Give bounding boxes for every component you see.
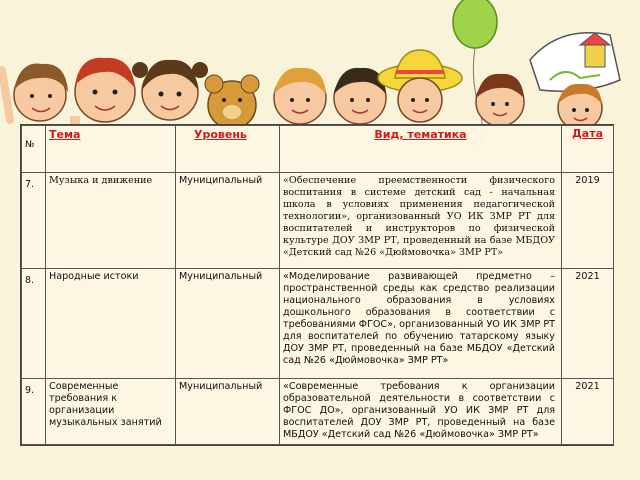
row-theme: Музыка и движение (46, 173, 176, 269)
events-table-container (20, 124, 614, 446)
row-level: Муниципальный (176, 379, 280, 445)
row-description: «Обеспечение преемственности физического воспитания в системе детский сад - начальная школа в условиях применения педагогической технологии», организованный УО ИК ЗМР РТ для воспитателей и инструкторов по физической культуре ДОУ ЗМР РТ, проведенный на базе МБДОУ «Детский сад №26 «Дюймовочка» ЗМР РТ» (280, 173, 562, 269)
row-description: «Современные требования к организации образовательной деятельности в соответствии с ФГОС ДО», организованный УО ИК ЗМР РТ для воспитателей ДОУ ЗМР РТ, проведенный на базе МБДОУ «Детский сад №26 «Дюймовочка» ЗМР РТ» (280, 379, 562, 445)
column-header-date: Дата (562, 126, 614, 173)
child-figure (2, 64, 68, 121)
child-figure (70, 58, 135, 122)
teddy-bear-icon (205, 75, 259, 129)
row-level: Муниципальный (176, 173, 280, 269)
column-header-number: № (22, 126, 46, 173)
table-row (22, 379, 614, 445)
row-number: 9. (22, 379, 46, 445)
row-date: 2021 (562, 379, 614, 445)
row-theme: Народные истоки (46, 269, 176, 379)
row-date: 2021 (562, 269, 614, 379)
child-figure (378, 50, 462, 122)
row-theme: Современные требования к организации музыкальных занятий (46, 379, 176, 445)
table-row (22, 173, 614, 269)
table-header-row (22, 126, 614, 173)
table-row (22, 269, 614, 379)
child-figure (476, 74, 524, 126)
row-date: 2019 (562, 173, 614, 269)
paper-hat-icon (530, 33, 620, 91)
column-header-level: Уровень (176, 126, 280, 173)
column-header-kind: Вид, тематика (280, 126, 562, 173)
row-level: Муниципальный (176, 269, 280, 379)
child-figure (274, 68, 326, 124)
child-figure (132, 60, 208, 120)
column-header-theme: Тема (46, 126, 176, 173)
row-description: «Моделирование развивающей предметно – пространственной среды как средство реализации национального образования в условиях дошкольного образования в соответствии с требованиями ФГОС», организованный УО ИК ЗМР РТ для воспитателей по обучению татарскому языку ДОУ ЗМР РТ, проведенный на базе МБДОУ «Детский сад №26 «Дюймовочка» ЗМР РТ» (280, 269, 562, 379)
row-number: 7. (22, 173, 46, 269)
row-number: 8. (22, 269, 46, 379)
events-table (21, 125, 614, 445)
